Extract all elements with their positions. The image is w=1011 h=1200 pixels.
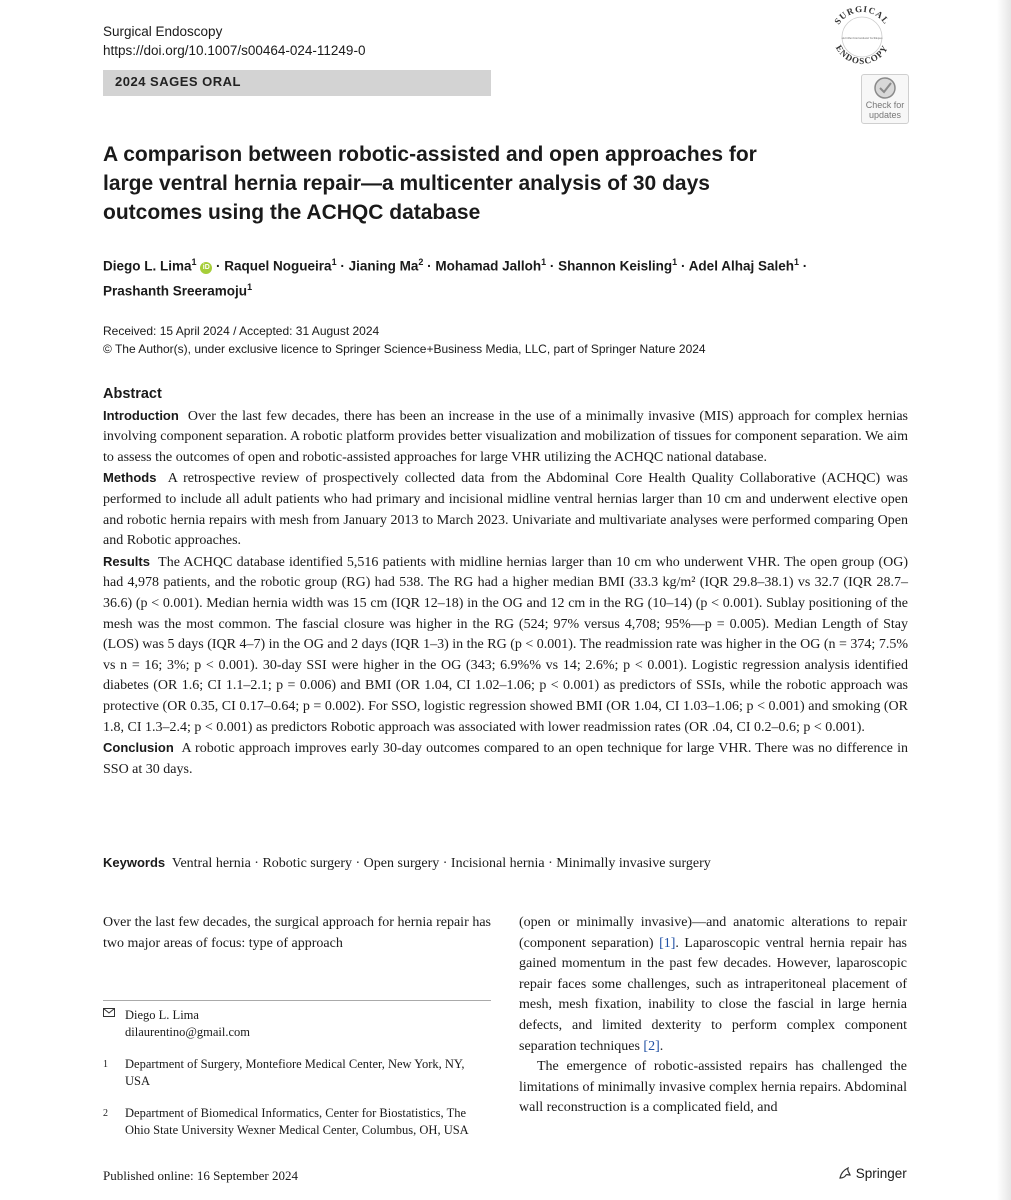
abstract-methods [103,468,908,551]
affiliation-2 [103,1105,491,1139]
author-affiliation: 1 [247,281,253,292]
section-label: 2024 SAGES ORAL [115,74,241,89]
page-edge-shadow [997,0,1011,1200]
author-name[interactable]: Prashanth Sreeramoju [103,283,248,298]
body-right-column [519,913,907,1119]
crossmark-icon [862,75,908,101]
results-text: The ACHQC database identified 5,516 patients with midline hernias larger than 10 cm who underwent VHR. The open group (OG) had 4,978 patients, and the robotic group (RG) had 538. The RG had a higher median BMI (33.3 kg/m² (IQR 29.8–38.1) vs 32.7 (IQR 28.7–36.6) (p < 0.001). Median hernia width was 15 cm (IQR 12–18) in the OG and 12 cm in the RG (10–14) (p < 0.001). Sublay positioning of the mesh was the most common. The fascial closure was higher in the RG (524; 97% versus 4,708; 95%—p = 0.005). Median Length of Stay (LOS) was 5 days (IQR 4–7) in the OG and 2 days (IQR 1–3) in the RG (p < 0.001). The readmission rate was higher in the OG (n = 374; 7.5% vs n = 16; 3%; p < 0.001). 30-day SSI were higher in the OG (343; 6.9%% vs 14; 2.6%; p < 0.001). Logistic regression analysis identified diabetes (OR 1.6; CI 1.1–2.1; p = 0.006) and BMI (OR 1.04, CI 1.02–1.06; p < 0.001) as predictors of SSIs, while the robotic approach was protective (OR 0.35, CI 0.17–0.64; p = 0.002). For SSO, logistic regression showed BMI (OR 1.04, CI 1.03–1.06; p < 0.001) and smoking (OR 1.8, CI 1.3–2.4; p < 0.001) as predictors Robotic approach was associated with lower readmission rates (OR .04, CI 0.2–0.6; p < 0.001). [103,554,908,735]
published-date: Published online: 16 September 2024 [103,1168,298,1183]
author-name[interactable]: Diego L. Lima [103,258,192,274]
svg-text:ENDOSCOPY [834,43,890,65]
methods-text: A retrospective review of prospectively collected data from the Abdominal Core Health Quality Collaborative (ACHQC) was performed to include all adult patients who had primary and incisional midline ventral hernias larger than 10 cm and underwent elective open and robotic hernia repairs with mesh from January 2013 to March 2023. Univariate and multivariate analyses were performed comparing Open and Robotic approaches. [103,471,908,549]
corresponding-email[interactable]: dilaurentino@gmail.com [125,1025,251,1039]
citation-link[interactable]: [2] [643,1038,660,1054]
logo-top-text: SURGICAL [832,5,892,27]
svg-text:SURGICAL [832,5,891,26]
author-affiliation: 1 [793,257,799,267]
abstract-results [103,552,908,738]
affiliation-1 [103,1056,491,1090]
body-text: (open or minimally invasive)—and anatomic alterations to repair (component separation) [519,915,907,951]
author-affiliation: 1 [541,257,547,267]
journal-header [103,22,365,60]
introduction-text: Over the last few decades, there has been an increase in the use of a minimally invasive (MIS) approach for complex hernias involving component separation. A robotic platform provides better visualization and mobilization of tissues for component separation. We aim to assess the outcomes of open and robotic-assisted approaches for large VHR utilizing the ACHQC national database. [103,408,909,465]
body-left-column [103,913,491,954]
logo-bottom-text: ENDOSCOPY [833,43,891,65]
body-paragraph: The emergence of robotic-assisted repairs has challenged the limitations of minimally invasive complex hernia repairs. Abdominal wall reconstruction is a complicated field, and [519,1059,907,1116]
author-name[interactable]: Shannon Keisling [558,258,673,274]
orcid-icon[interactable]: iD [200,262,212,274]
abstract-conclusion [103,738,908,780]
keywords [103,853,908,874]
affiliation-number: 1 [103,1059,108,1070]
corresponding-name: Diego L. Lima [125,1008,199,1022]
abstract [103,384,908,780]
abstract-introduction [103,406,908,469]
author-name[interactable]: Adel Alhaj Saleh [688,258,794,274]
citation-link[interactable]: [1] [659,935,676,951]
body-paragraph: Over the last few decades, the surgical approach for hernia repair has two major areas of focus: type of approach [103,915,491,951]
author-name[interactable]: Raquel Nogueira [224,258,332,274]
logo-small-text: and Other Interventional Techniques [841,37,883,40]
article-dates [103,322,903,358]
body-text: . Laparoscopic ventral hernia repair has gained momentum in the past few decades. However, laparoscopic repair faces some challenges, such as intraperitoneal placement of mesh, mesh fixation, inability to close the fascial in large hernia defects, and limited dexterity to perform complex component separation techniques [519,935,907,1054]
footnotes [103,1000,491,1139]
journal-name: Surgical Endoscopy [103,24,223,39]
journal-logo-icon [823,5,901,65]
author-affiliation: 1 [191,257,197,267]
envelope-icon [103,1007,115,1024]
check-updates-label: Check for updates [865,100,905,120]
abstract-heading: Abstract [103,386,162,402]
publisher-logo [838,1166,907,1181]
author-list: Diego L. Lima$^1$ iD · Raquel Nogueira$^1$ · Jianing $Ma^2$ · Mohamad Jalloh$^1$ · Shannon Keisling$^1$ · Adel Alhaj Saleh$^1$ · Prashanth Sreeramoju$^1$ [103,257,808,298]
author-affiliation: 1 [672,257,678,267]
affiliation-text: Department of Surgery, Montefiore Medical Center, New York, NY, USA [125,1057,465,1088]
section-banner [103,70,491,96]
keywords-label: Keywords [103,855,166,870]
keywords-text: Ventral hernia · Robotic surgery · Open surgery · Incisional hernia · Minimally invasive surgery [171,856,711,871]
author-affiliation: 1 [331,257,337,267]
methods-label: Methods [103,470,157,486]
author-name[interactable]: Jianing Ma [348,258,419,274]
doi-link[interactable]: https://doi.org/10.1007/s00464-024-11249-0 [103,43,366,58]
article-title: A comparison between robotic-assisted and open approaches for large ventral hernia repair—a multicenter analysis of 30 days outcomes using the ACHQC database [103,143,757,224]
corresponding-author [103,1007,491,1041]
results-label: Results [103,553,150,569]
publisher-name: Springer [855,1166,907,1181]
affiliation-number: 2 [103,1108,108,1119]
springer-horse-icon [838,1166,852,1180]
received-accepted: Received: 15 April 2024 / Accepted: 31 August 2024 [103,324,380,338]
author-name[interactable]: Mohamad Jalloh [435,258,542,274]
copyright: © The Author(s), under exclusive licence to Springer Science+Business Media, LLC, part of Springer Nature 2024 [103,342,706,356]
check-for-updates-button[interactable] [861,74,909,124]
body-text: . [659,1038,664,1054]
introduction-label: Introduction [103,407,179,423]
conclusion-text: A robotic approach improves early 30-day outcomes compared to an open technique for large VHR. There was no difference in SSO at 30 days. [103,741,908,777]
affiliation-text: Department of Biomedical Informatics, Center for Biostatistics, The Ohio State University Wexner Medical Center, Columbus, OH, USA [125,1106,469,1137]
body-paragraph [519,913,907,1057]
conclusion-label: Conclusion [103,740,174,756]
author-affiliation: 2 [418,257,424,267]
